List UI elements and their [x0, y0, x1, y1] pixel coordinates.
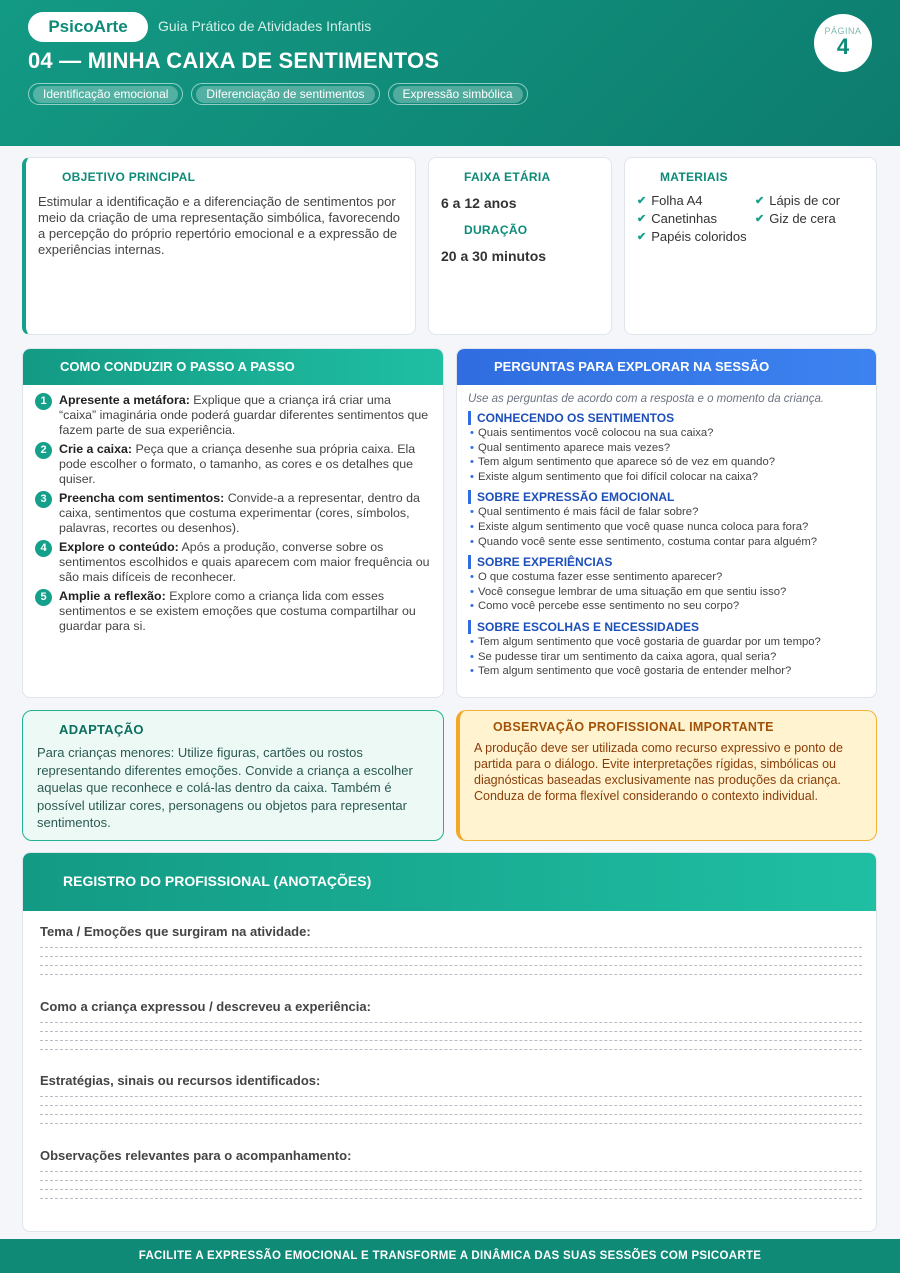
- steps-card: [22, 348, 444, 698]
- header-subtitle: Guia Prático de Atividades Infantis: [158, 18, 372, 34]
- question-item: • Se pudesse tirar um sentimento da caixa agora, qual seria?: [470, 650, 777, 663]
- bullet-icon: •: [470, 441, 474, 454]
- writing-line[interactable]: [40, 1105, 862, 1106]
- bullet-icon: •: [470, 650, 474, 663]
- step-item: 2 Crie a caixa: Peça que a criança desenhe sua própria caixa. Ela pode escolher o formato, o tamanho, as cores e os detalhes que quiser.: [35, 442, 431, 487]
- material-item: ✔ Lápis de cor: [755, 193, 841, 208]
- age-duration-card: [428, 157, 612, 335]
- tag-identificacao: Identificação emocional: [28, 83, 183, 105]
- question-item: • Qual sentimento aparece mais vezes?: [470, 441, 671, 454]
- bullet-icon: •: [470, 635, 474, 648]
- writing-line[interactable]: [40, 1049, 862, 1050]
- question-group-title: SOBRE EXPRESSÃO EMOCIONAL: [468, 490, 876, 504]
- check-icon: ✔: [637, 195, 647, 207]
- age-value: 6 a 12 anos: [441, 195, 517, 211]
- question-item: • Tem algum sentimento que aparece só de vez em quando?: [470, 456, 776, 469]
- duration-value: 20 a 30 minutos: [441, 248, 547, 264]
- check-icon: ✔: [637, 213, 647, 225]
- writing-line[interactable]: [40, 947, 862, 948]
- step-number: 1: [35, 393, 52, 410]
- questions-title: PERGUNTAS PARA EXPLORAR NA SESSÃO: [457, 349, 876, 385]
- step-number: 5: [35, 589, 52, 606]
- writing-line[interactable]: [40, 974, 862, 975]
- question-item: • Quais sentimentos você colocou na sua caixa?: [470, 427, 714, 439]
- register-field-label: Tema / Emoções que surgiram na atividade:: [40, 924, 311, 939]
- register-field-expressao[interactable]: [40, 999, 862, 1050]
- adaptation-text: Para crianças menores: Utilize figuras, cartões ou rostos representando diferentes emoções. Convide a criança a escolher aquelas que reconhece e colá-las dentro da caixa. Também é possível utilizar cores, personagens ou objetos para representar sentimentos.: [37, 745, 413, 830]
- writing-line[interactable]: [40, 1171, 862, 1172]
- register-field-label: Como a criança expressou / descreveu a experiência:: [40, 999, 371, 1014]
- writing-line[interactable]: [40, 965, 862, 966]
- material-item: ✔ Folha A4: [637, 193, 703, 208]
- steps-list: [23, 385, 443, 634]
- writing-line[interactable]: [40, 1198, 862, 1199]
- observation-card: [456, 710, 877, 841]
- register-field-label: Observações relevantes para o acompanhamento:: [40, 1148, 352, 1163]
- objective-label: OBJETIVO PRINCIPAL: [62, 170, 196, 184]
- register-field-label: Estratégias, sinais ou recursos identificados:: [40, 1073, 321, 1088]
- writing-line[interactable]: [40, 1096, 862, 1097]
- writing-line[interactable]: [40, 1123, 862, 1124]
- bullet-icon: •: [470, 571, 474, 584]
- writing-line[interactable]: [40, 1040, 862, 1041]
- bullet-icon: •: [470, 427, 474, 439]
- age-label: FAIXA ETÁRIA: [464, 170, 551, 184]
- register-title: REGISTRO DO PROFISSIONAL (ANOTAÇÕES): [23, 853, 876, 911]
- tag-diferenciacao: Diferenciação de sentimentos: [191, 83, 379, 105]
- material-item: ✔ Papéis coloridos: [637, 229, 747, 244]
- page-badge-number: 4: [836, 34, 850, 59]
- page-header: [0, 0, 900, 146]
- objective-text: Estimular a identificação e a diferenciação de sentimentos por meio da criação de uma representação simbólica, favorecendo a percepção do próprio repertório emocional e a expressão de experiências internas.: [38, 194, 401, 257]
- page-badge-label: PÁGINA: [824, 26, 862, 36]
- materials-card: [624, 157, 877, 335]
- question-item: • Qual sentimento é mais fácil de falar sobre?: [470, 506, 699, 519]
- question-item: • Tem algum sentimento que você gostaria de guardar por um tempo?: [470, 635, 821, 648]
- writing-line[interactable]: [40, 1022, 862, 1023]
- material-item: ✔ Giz de cera: [755, 211, 836, 226]
- question-item: • Existe algum sentimento que você quase nunca coloca para fora?: [470, 520, 809, 533]
- steps-title: COMO CONDUZIR O PASSO A PASSO: [23, 349, 443, 385]
- register-card: [22, 852, 877, 1232]
- page-footer: FACILITE A EXPRESSÃO EMOCIONAL E TRANSFORME A DINÂMICA DAS SUAS SESSÕES COM PSICOARTE: [0, 1239, 900, 1273]
- observation-label: OBSERVAÇÃO PROFISSIONAL IMPORTANTE: [493, 720, 774, 734]
- duration-label: DURAÇÃO: [464, 223, 528, 237]
- adaptation-label: ADAPTAÇÃO: [59, 722, 144, 737]
- writing-line[interactable]: [40, 1114, 862, 1115]
- step-number: 3: [35, 491, 52, 508]
- writing-line[interactable]: [40, 1180, 862, 1181]
- question-group: [457, 549, 876, 614]
- question-group-title: CONHECENDO OS SENTIMENTOS: [468, 411, 876, 425]
- question-group: [457, 405, 876, 484]
- questions-hint: Use as perguntas de acordo com a resposta e o momento da criança.: [468, 393, 825, 405]
- question-group-title: SOBRE EXPERIÊNCIAS: [468, 555, 876, 569]
- questions-card: [456, 348, 877, 698]
- step-item: 4 Explore o conteúdo: Após a produção, converse sobre os sentimentos escolhidos e quais aparecem com maior frequência ou são mais difíceis de reconhecer.: [35, 540, 431, 585]
- bullet-icon: •: [470, 600, 474, 613]
- question-group: [457, 484, 876, 549]
- step-item: 1 Apresente a metáfora: Explique que a criança irá criar uma “caixa” imaginária onde poderá guardar diferentes sentimentos que fazem parte de sua experiência.: [35, 393, 431, 438]
- materials-list: [637, 193, 867, 245]
- tag-list: [28, 83, 528, 105]
- writing-line[interactable]: [40, 1189, 862, 1190]
- question-item: • Existe algum sentimento que foi difícil colocar na caixa?: [470, 470, 759, 483]
- writing-line[interactable]: [40, 1031, 862, 1032]
- material-item: ✔ Canetinhas: [637, 211, 717, 226]
- step-item: 5 Amplie a reflexão: Explore como a criança lida com esses sentimentos e se existem emoções que costuma compartilhar ou guardar para si.: [35, 589, 431, 634]
- question-group-title: SOBRE ESCOLHAS E NECESSIDADES: [468, 620, 876, 634]
- writing-line[interactable]: [40, 956, 862, 957]
- question-item: • O que costuma fazer esse sentimento aparecer?: [470, 571, 723, 584]
- question-item: • Você consegue lembrar de uma situação em que sentiu isso?: [470, 585, 787, 598]
- bullet-icon: •: [470, 665, 474, 678]
- page-badge: [814, 14, 872, 72]
- bullet-icon: •: [470, 470, 474, 483]
- step-number: 4: [35, 540, 52, 557]
- step-item: 3 Preencha com sentimentos: Convide-a a representar, dentro da caixa, sentimentos que costuma experimentar (cores, símbolos, palavras, recortes ou desenhos).: [35, 491, 431, 536]
- check-icon: ✔: [755, 213, 765, 225]
- check-icon: ✔: [755, 195, 765, 207]
- bullet-icon: •: [470, 535, 474, 548]
- question-group: [457, 614, 876, 679]
- tag-expressao: Expressão simbólica: [388, 83, 528, 105]
- objective-card: [22, 157, 416, 335]
- bullet-icon: •: [470, 456, 474, 469]
- bullet-icon: •: [470, 520, 474, 533]
- register-field-estrategias[interactable]: [40, 1073, 862, 1124]
- materials-label: MATERIAIS: [660, 170, 728, 184]
- check-icon: ✔: [637, 231, 647, 243]
- question-item: • Tem algum sentimento que você gostaria de entender melhor?: [470, 665, 792, 678]
- observation-text: A produção deve ser utilizada como recurso expressivo e ponto de partida para o diálogo. Evite interpretações rígidas, simbólicas ou diagnósticas baseadas exclusivamente nas produções da criança. Conduza de forma flexível considerando o contexto individual.: [474, 741, 843, 803]
- bullet-icon: •: [470, 585, 474, 598]
- adaptation-card: [22, 710, 444, 841]
- question-item: • Quando você sente esse sentimento, costuma contar para alguém?: [470, 535, 818, 548]
- bullet-icon: •: [470, 506, 474, 519]
- question-item: • Como você percebe esse sentimento no seu corpo?: [470, 600, 740, 613]
- page-title: 04 — MINHA CAIXA DE SENTIMENTOS: [28, 48, 440, 73]
- step-number: 2: [35, 442, 52, 459]
- brand-logo: PsicoArte: [28, 12, 148, 42]
- register-field-tema[interactable]: [40, 924, 862, 975]
- register-field-observacoes[interactable]: [40, 1148, 862, 1199]
